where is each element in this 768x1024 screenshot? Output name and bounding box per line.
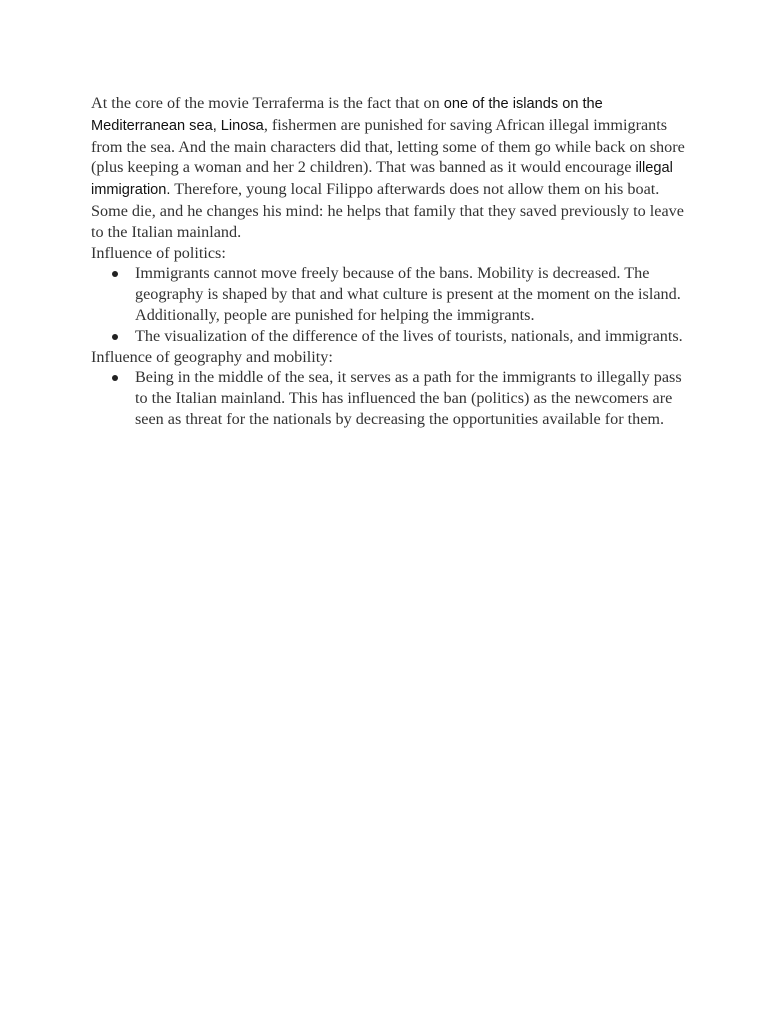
bullet-icon [112,375,118,381]
list-item-text: The visualization of the difference of the lives of tourists, nationals, and immigrants. [135,326,683,345]
intro-highlight-immigration: illegal immigration. [91,160,673,199]
bullet-icon [112,271,118,277]
list-item-text: Immigrants cannot move freely because of the bans. Mobility is decreased. The geography is shaped by that and what culture is present at the moment on the island. Additionally, people are punished for helping the immigrants. [135,264,681,324]
geography-list [91,367,691,429]
intro-text-2: , fishermen are punished for saving African illegal immigrants from the sea. And the main characters did that, letting some of them go while back on shore (plus keeping a woman and her 2 children). That was banned as it would encourage [91,115,685,177]
intro-text-1: At the core of the movie Terraferma is the fact that on [91,94,444,112]
list-item [91,326,691,347]
politics-heading: Influence of politics: [91,243,226,262]
list-item [91,367,691,429]
intro-paragraph [91,93,691,243]
intro-text-3: Therefore, young local Filippo afterwards does not allow them on his boat. Some die, and he changes his mind: he helps that family that they saved previously to leave to the Italian mainland. [91,180,684,241]
list-item [91,263,691,325]
geography-heading: Influence of geography and mobility: [91,347,333,366]
document-page [91,93,691,430]
bullet-icon [112,334,118,340]
intro-highlight-island: one of the islands on the Mediterranean sea, Linosa [91,96,603,134]
politics-list [91,263,691,346]
list-item-text: Being in the middle of the sea, it serves as a path for the immigrants to illegally pass to the Italian mainland. This has influenced the ban (politics) as the newcomers are seen as threat for the nationals by decreasing the opportunities available for them. [135,368,682,428]
